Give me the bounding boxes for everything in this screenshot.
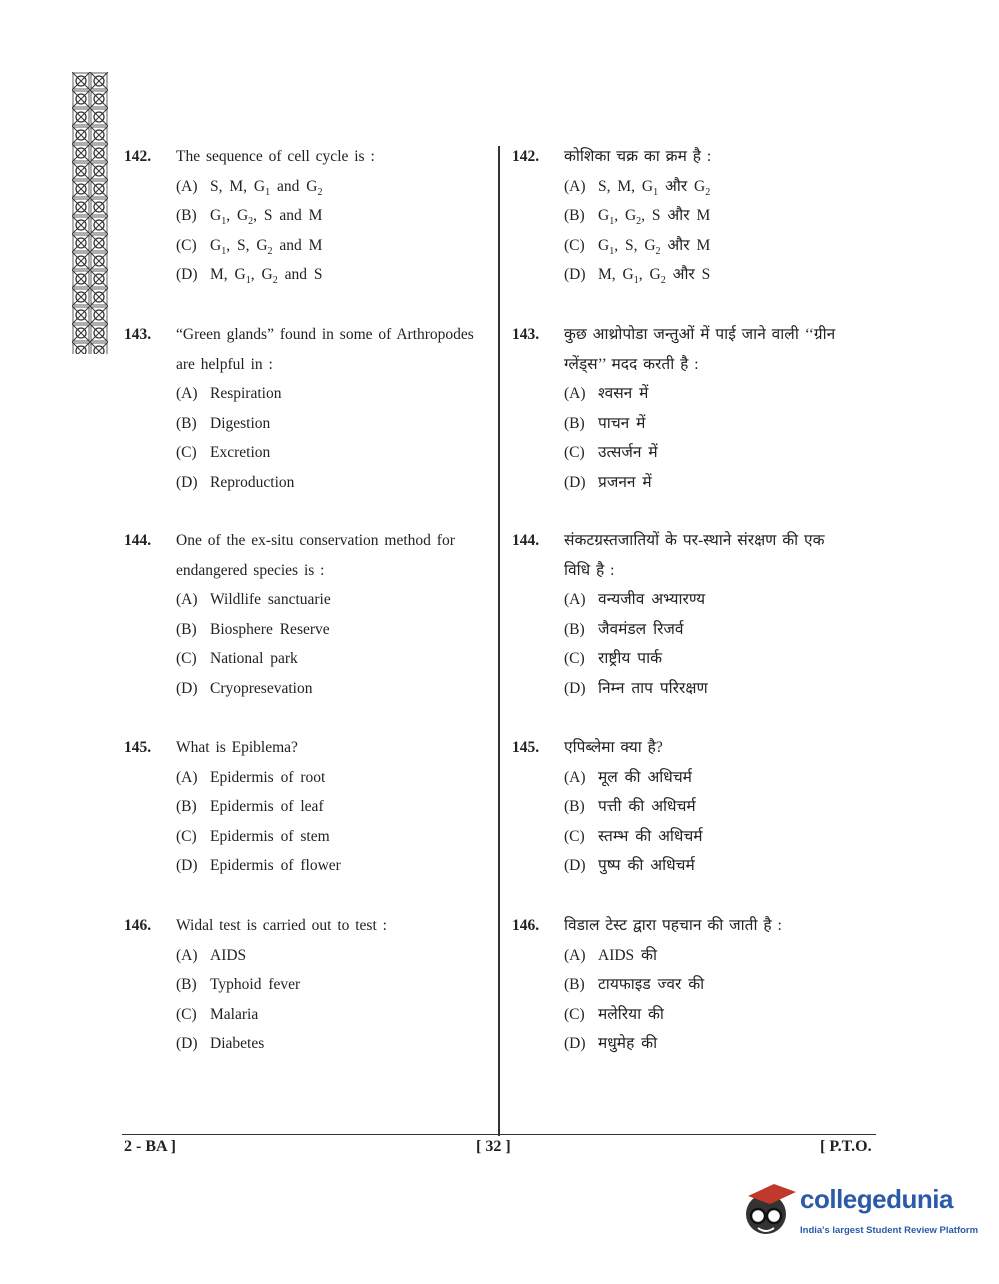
- option-letter: (C): [176, 444, 197, 461]
- option-letter: (D): [564, 473, 586, 491]
- footer-rule: [122, 1134, 876, 1135]
- option-b: [176, 970, 300, 1000]
- option-a: [176, 585, 331, 615]
- option-a: [564, 941, 657, 971]
- option-letter: (A): [564, 768, 586, 786]
- option-letter: (C): [176, 827, 197, 845]
- question-text: कुछ आथ्रोपोडा जन्तुओं में पाई जाने वाली ‘‘ग्रीन: [564, 326, 836, 343]
- option-b: [564, 615, 684, 645]
- option-c: [176, 822, 330, 852]
- option-d: [564, 1029, 657, 1059]
- option-text: वन्यजीव अभ्यारण्य: [598, 591, 706, 608]
- option-letter: (C): [564, 650, 585, 667]
- option-text: स्तम्भ की अधिचर्म: [598, 827, 703, 845]
- option-c: [176, 1000, 258, 1030]
- option-a: [176, 763, 325, 793]
- question-number: 142.: [124, 148, 152, 165]
- decorative-border-pattern: [72, 72, 108, 354]
- option-a: [176, 379, 281, 409]
- option-letter: (C): [176, 1005, 197, 1023]
- option-text: $G_1$, S, $G_2$ और M: [598, 236, 711, 257]
- logo-wordmark: collegedunia: [800, 1184, 953, 1214]
- option-letter: (D): [176, 1035, 198, 1052]
- option-d: [564, 674, 708, 704]
- option-letter: (B): [564, 207, 585, 224]
- option-a: [176, 941, 246, 971]
- option-text: Wildlife sanctuarie: [210, 591, 331, 608]
- option-text: M, $G_1$, $G_2$ and S: [210, 266, 323, 287]
- option-letter: (D): [176, 857, 198, 874]
- question-number: 144.: [124, 532, 152, 549]
- option-letter: (B): [564, 620, 585, 638]
- question-number: 144.: [512, 532, 540, 549]
- option-letter: (B): [176, 620, 197, 638]
- option-letter: (C): [176, 236, 197, 254]
- option-text: प्रजनन में: [598, 473, 652, 491]
- option-letter: (C): [564, 1005, 585, 1023]
- option-letter: (D): [176, 473, 198, 491]
- option-b: [176, 615, 330, 645]
- footer-pto: [ P.T.O.: [820, 1138, 872, 1155]
- option-text: Epidermis of root: [210, 768, 326, 786]
- question-text: विडाल टेस्ट द्वारा पहचान की जाती है :: [564, 917, 782, 934]
- option-letter: (A): [564, 946, 586, 964]
- option-letter: (B): [176, 976, 197, 993]
- option-text: M, $G_1$, $G_2$ और S: [598, 266, 711, 287]
- option-letter: (C): [564, 444, 585, 461]
- option-letter: (B): [564, 414, 585, 432]
- option-text: National park: [210, 650, 298, 667]
- option-letter: (A): [564, 591, 586, 608]
- option-text: $G_1$, $G_2$, S and M: [210, 207, 323, 228]
- option-text: AIDS की: [598, 946, 657, 964]
- option-text: S, M, $G_1$ and $G_2$: [210, 177, 323, 198]
- option-text: Excretion: [210, 444, 271, 461]
- option-c: [564, 1000, 664, 1030]
- option-a: [564, 172, 710, 202]
- option-d: [176, 851, 341, 881]
- option-b: [176, 201, 322, 231]
- option-text: Digestion: [210, 414, 271, 432]
- option-a: [176, 172, 322, 202]
- option-a: [564, 763, 692, 793]
- option-letter: (C): [564, 827, 585, 845]
- option-text: Respiration: [210, 385, 282, 402]
- option-text: राष्ट्रीय पार्क: [598, 650, 663, 667]
- option-text: Reproduction: [210, 473, 295, 491]
- option-text: S, M, $G_1$ और $G_2$: [598, 177, 711, 198]
- option-letter: (D): [176, 266, 198, 283]
- option-text: AIDS: [210, 946, 247, 964]
- footer-paper-code: 2 - BA ]: [124, 1138, 176, 1155]
- option-text: मूल की अधिचर्म: [598, 768, 692, 786]
- option-text: $G_1$, $G_2$, S और M: [598, 207, 711, 228]
- option-letter: (B): [176, 414, 197, 432]
- question-text: विधि है :: [564, 561, 615, 579]
- option-text: पाचन में: [598, 414, 646, 432]
- option-text: टायफाइड ज्वर की: [598, 976, 705, 993]
- option-text: Diabetes: [210, 1035, 265, 1052]
- option-text: मलेरिया की: [598, 1005, 664, 1023]
- option-letter: (A): [176, 768, 198, 786]
- option-c: [564, 438, 658, 468]
- question-number: 145.: [124, 739, 152, 756]
- question-text: The sequence of cell cycle is :: [176, 148, 375, 165]
- option-letter: (A): [176, 385, 198, 402]
- option-c: [564, 822, 703, 852]
- option-d: [564, 468, 652, 498]
- footer-page-number: [ 32 ]: [476, 1138, 511, 1155]
- option-b: [564, 970, 704, 1000]
- option-text: उत्सर्जन में: [598, 444, 658, 461]
- option-d: [564, 260, 710, 290]
- option-a: [564, 585, 705, 615]
- option-text: पत्ती की अधिचर्म: [598, 798, 696, 815]
- option-d: [176, 1029, 264, 1059]
- question-text: कोशिका चक्र का क्रम है :: [564, 148, 712, 165]
- question-number: 142.: [512, 148, 540, 165]
- question-number: 146.: [124, 917, 152, 934]
- option-c: [176, 231, 322, 261]
- option-c: [176, 644, 298, 674]
- option-b: [176, 792, 324, 822]
- question-text: “Green glands” found in some of Arthropodes: [176, 326, 474, 343]
- option-letter: (D): [564, 857, 586, 874]
- option-letter: (B): [564, 976, 585, 993]
- option-text: Epidermis of leaf: [210, 798, 324, 815]
- option-c: [176, 438, 270, 468]
- question-text: are helpful in :: [176, 355, 273, 373]
- option-letter: (D): [564, 1035, 586, 1052]
- collegedunia-logo: [740, 1178, 979, 1248]
- column-divider: [498, 146, 500, 1136]
- question-number: 146.: [512, 917, 540, 934]
- option-letter: (B): [176, 207, 197, 224]
- option-text: Typhoid fever: [210, 976, 301, 993]
- question-number: 143.: [512, 326, 540, 343]
- option-letter: (B): [176, 798, 197, 815]
- option-text: श्वसन में: [598, 385, 649, 402]
- option-text: Epidermis of flower: [210, 857, 341, 874]
- option-text: निम्न ताप परिरक्षण: [598, 679, 708, 697]
- option-d: [176, 468, 294, 498]
- option-text: Cryopresevation: [210, 679, 313, 697]
- option-letter: (A): [176, 591, 198, 608]
- question-text: endangered species is :: [176, 561, 325, 579]
- option-letter: (D): [176, 679, 198, 697]
- option-text: $G_1$, S, $G_2$ and M: [210, 236, 323, 257]
- option-b: [564, 201, 710, 231]
- option-letter: (A): [564, 385, 586, 402]
- option-text: पुष्प की अधिचर्म: [598, 857, 695, 874]
- option-text: Biosphere Reserve: [210, 620, 330, 638]
- option-letter: (A): [176, 177, 198, 195]
- option-c: [564, 231, 710, 261]
- logo-tagline: India's largest Student Review Platform: [800, 1225, 979, 1236]
- option-letter: (A): [176, 946, 198, 964]
- option-c: [564, 644, 662, 674]
- option-text: Malaria: [210, 1005, 259, 1023]
- option-b: [564, 792, 696, 822]
- question-text: एपिब्लेमा क्या है?: [564, 739, 663, 756]
- question-text: Widal test is carried out to test :: [176, 917, 387, 934]
- question-number: 145.: [512, 739, 540, 756]
- option-a: [564, 379, 648, 409]
- option-d: [176, 674, 312, 704]
- question-text: ग्लेंड्स’’ मदद करती है :: [564, 355, 699, 373]
- option-letter: (D): [564, 679, 586, 697]
- question-text: संकटग्रस्तजातियों के पर-स्थाने संरक्षण की एक: [564, 532, 825, 549]
- option-text: Epidermis of stem: [210, 827, 330, 845]
- option-letter: (C): [564, 236, 585, 254]
- mascot-icon: [740, 1178, 798, 1244]
- option-letter: (D): [564, 266, 586, 283]
- option-letter: (B): [564, 798, 585, 815]
- question-text: One of the ex-situ conservation method for: [176, 532, 455, 549]
- option-text: जैवमंडल रिजर्व: [598, 620, 684, 638]
- option-letter: (A): [564, 177, 586, 195]
- option-d: [564, 851, 695, 881]
- question-text: What is Epiblema?: [176, 739, 298, 756]
- question-number: 143.: [124, 326, 152, 343]
- option-b: [176, 409, 270, 439]
- option-d: [176, 260, 322, 290]
- option-b: [564, 409, 645, 439]
- option-letter: (C): [176, 650, 197, 667]
- option-text: मधुमेह की: [598, 1035, 658, 1052]
